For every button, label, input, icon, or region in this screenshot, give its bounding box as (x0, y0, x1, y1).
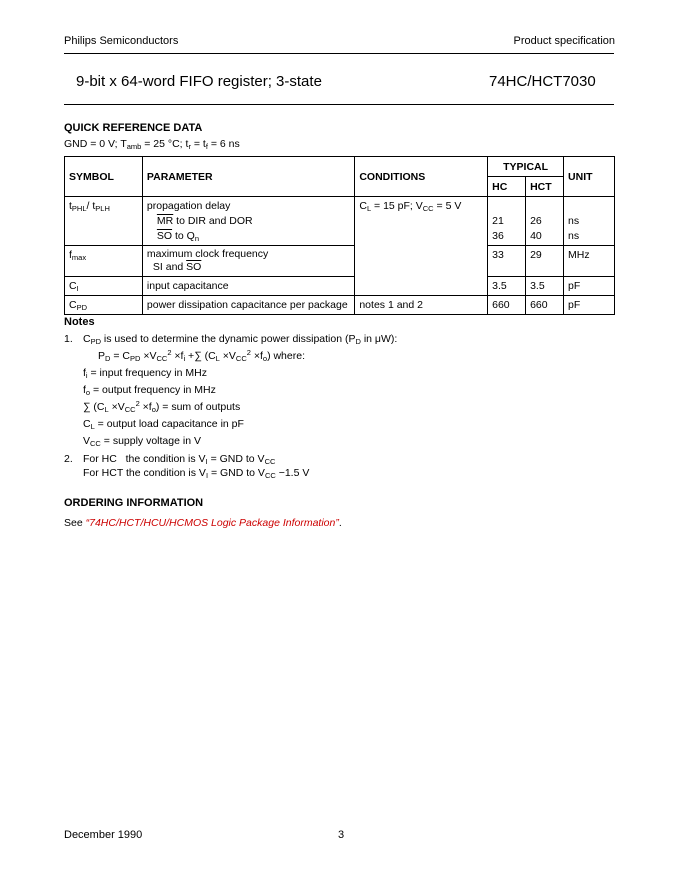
ordering-heading: ORDERING INFORMATION (64, 497, 204, 509)
col-hct: HCT (526, 177, 564, 197)
hct-ci: 3.5 (526, 277, 564, 296)
symbol-cpd: $C_{PD}$ (65, 296, 143, 315)
def-sum: ∑ $(C_L \times V_{CC}^2 \times f_o)$ = sum of outputs (83, 399, 241, 414)
notes-section (64, 314, 624, 480)
hc-tp: 21 36 (488, 197, 526, 246)
col-typical: TYPICAL (488, 157, 564, 177)
notes-heading: Notes (64, 316, 95, 328)
package-info-link[interactable]: “74HC/HCT/HCU/HCMOS Logic Package Information” (85, 517, 339, 529)
cond-tp: $C_L = 15$ pF; $V_{CC} = 5$ V (355, 197, 488, 277)
def-vcc: $V_{CC}$ = supply voltage in V (83, 435, 201, 448)
col-unit: UNIT (564, 157, 615, 197)
hct-cpd: 660 (526, 296, 564, 315)
cond-ci (355, 277, 488, 296)
quick-ref-heading: QUICK REFERENCE DATA (64, 122, 203, 134)
footer-date: December 1990 (64, 829, 143, 841)
hc-ci: 3.5 (488, 277, 526, 296)
param-cpd: power dissipation capacitance per package (142, 296, 354, 315)
symbol-fmax: $f_{max}$ (65, 246, 143, 277)
company-name: Philips Semiconductors (64, 35, 179, 47)
page-number: 3 (338, 829, 345, 841)
param-tp: propagation delay $\overline{MR}$ to DIR and DOR $\overline{SO}$ to $Q_n$ (142, 197, 354, 246)
hc-fmax: 33 (488, 246, 526, 277)
note-1: 1. $C_{PD}$ is used to determine the dynamic power dissipation ($P_D$ in μW): (64, 333, 398, 346)
table-row (65, 197, 615, 246)
unit-fmax: MHz (564, 246, 615, 277)
hc-cpd: 660 (488, 296, 526, 315)
part-number: 74HC/HCT7030 (489, 73, 596, 90)
table-row (65, 296, 615, 315)
title-rule (64, 104, 614, 105)
hct-fmax: 29 (526, 246, 564, 277)
unit-tp: ns ns (564, 197, 615, 246)
col-conditions: CONDITIONS (355, 157, 488, 197)
def-fi: $f_i$ = input frequency in MHz (83, 367, 207, 380)
def-fo: $f_o$ = output frequency in MHz (83, 384, 216, 397)
unit-ci: pF (564, 277, 615, 296)
symbol-tp: $t_{PHL}/$ $t_{PLH}$ (65, 197, 143, 246)
col-parameter: PARAMETER (142, 157, 354, 197)
def-cl: $C_L$ = output load capacitance in pF (83, 418, 244, 431)
quick-ref-conditions: GND = 0 V; $T_{amb} = 25$ °C; $t_r = t_f = 6$ ns (64, 138, 240, 151)
page-title: 9-bit x 64-word FIFO register; 3-state (76, 73, 322, 90)
header-rule (64, 53, 614, 54)
note-2: 2. For HC the condition is $V_I$ = GND to $V_{CC}$ For HCT the condition is $V_I$ = GND to $V_{CC} -1.5$ V (64, 453, 310, 480)
table-row (65, 277, 615, 296)
ordering-text: See “74HC/HCT/HCU/HCMOS Logic Package Information”. (64, 517, 342, 529)
cond-cpd: notes 1 and 2 (355, 296, 488, 315)
doc-type: Product specification (513, 35, 615, 47)
unit-cpd: pF (564, 296, 615, 315)
param-fmax: maximum clock frequency SI and $\overline{SO}$ (142, 246, 354, 277)
table-row (65, 246, 615, 277)
symbol-ci: $C_I$ (65, 277, 143, 296)
param-ci: input capacitance (142, 277, 354, 296)
power-formula: $P_D = C_{PD} \times V_{CC}^2 \times f_i$ +∑ $(C_L \times V_{CC}^2 \times f_o)$ where: (98, 348, 305, 363)
quick-ref-table (64, 156, 615, 315)
col-hc: HC (488, 177, 526, 197)
col-symbol: SYMBOL (65, 157, 143, 197)
hct-tp: 26 40 (526, 197, 564, 246)
